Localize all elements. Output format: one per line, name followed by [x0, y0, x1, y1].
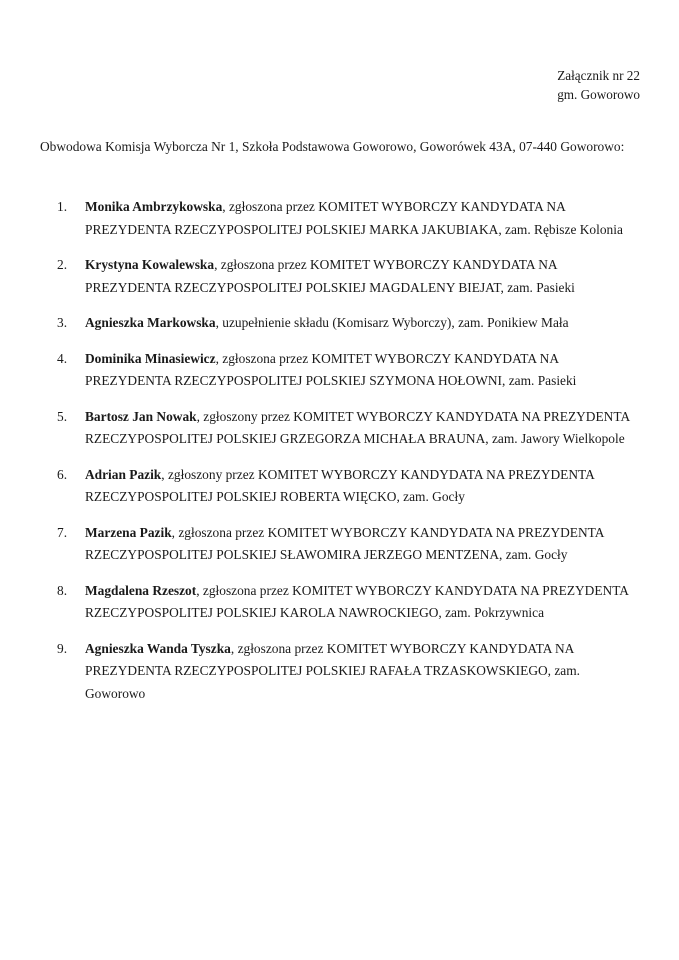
member-separator: , [161, 466, 168, 482]
header-municipality: gm. Goworowo [557, 87, 640, 102]
member-separator: , [222, 199, 229, 214]
member-address: , zam. Pokrzywnica [438, 605, 545, 620]
member-nomination-text: uzupełnienie składu (Komisarz Wyborczy) [222, 315, 452, 330]
member-nomination-text: zgłoszona przez [222, 350, 312, 366]
member-address: , zam. Ponikiew Mała [451, 315, 569, 330]
member-number: 8. [57, 582, 68, 598]
member-separator: , [215, 350, 223, 366]
member-address: , zam. Rębisze Kolonia [498, 221, 623, 237]
member-committee-name: KOMITET WYBORCZY KANDYDATA NA PREZYDENTA RZECZYPOSPOLITEJ POLSKIEJ KAROLA NAWROCKIEGO [85, 582, 629, 620]
member-committee-name: KOMITET WYBORCZY KANDYDATA NA PREZYDENTA RZECZYPOSPOLITEJ POLSKIEJ MARKA JAKUBIAKA [85, 199, 565, 237]
member-list-item [40, 638, 640, 706]
member-name: Agnieszka Markowska [85, 315, 216, 330]
commission-intro-paragraph: Obwodowa Komisja Wyborcza Nr 1, Szkoła Podstawowa Goworowo, Goworówek 43A, 07-440 Goworowo: [40, 139, 625, 155]
member-nomination-text: zgłoszony przez [203, 408, 294, 424]
member-number: 6. [57, 466, 68, 482]
member-list-item [40, 522, 640, 567]
member-committee-name: KOMITET WYBORCZY KANDYDATA NA PREZYDENTA RZECZYPOSPOLITEJ POLSKIEJ GRZEGORZA MICHAŁA BRAUNA [85, 408, 630, 446]
member-separator: , [171, 524, 179, 540]
member-list-item [40, 406, 640, 451]
member-list-item [40, 464, 640, 509]
document-header [0, 66, 640, 104]
member-list-item [40, 196, 640, 241]
member-number: 7. [57, 524, 68, 540]
member-committee-name: KOMITET WYBORCZY KANDYDATA NA PREZYDENTA RZECZYPOSPOLITEJ POLSKIEJ RAFAŁA TRZASKOWSKIEGO [85, 640, 574, 678]
member-separator: , [230, 640, 238, 656]
member-separator: , [215, 315, 223, 330]
member-nomination-text: zgłoszona przez [228, 199, 319, 214]
member-address: , zam. Goworowo [85, 663, 581, 701]
member-committee-name: KOMITET WYBORCZY KANDYDATA NA PREZYDENTA RZECZYPOSPOLITEJ POLSKIEJ SŁAWOMIRA JERZEGO MENTZENA [85, 524, 604, 562]
member-address: , zam. Gocły [499, 547, 568, 562]
member-number: 3. [57, 315, 68, 330]
member-list-item [40, 312, 640, 335]
member-committee-name: KOMITET WYBORCZY KANDYDATA NA PREZYDENTA RZECZYPOSPOLITEJ POLSKIEJ ROBERTA WIĘCKO [85, 466, 595, 504]
member-separator: , [196, 408, 204, 424]
member-separator: , [214, 257, 221, 272]
member-nomination-text: zgłoszony przez [167, 466, 258, 482]
member-list-item [40, 254, 640, 299]
member-number: 9. [57, 640, 68, 656]
member-name: Bartosz Jan Nowak [85, 408, 197, 424]
member-address: , zam. Jawory Wielkopole [485, 431, 625, 446]
member-committee-name: KOMITET WYBORCZY KANDYDATA NA PREZYDENTA RZECZYPOSPOLITEJ POLSKIEJ SZYMONA HOŁOWNI [85, 350, 559, 388]
member-name: Agnieszka Wanda Tyszka [85, 640, 231, 656]
member-address: , zam. Pasieki [502, 373, 577, 388]
header-attachment-number: Załącznik nr 22 [557, 68, 640, 83]
member-name: Adrian Pazik [85, 466, 162, 482]
member-number: 5. [57, 408, 68, 424]
member-name: Marzena Pazik [85, 524, 172, 540]
member-list-item [40, 580, 640, 625]
member-separator: , [196, 582, 203, 598]
member-nomination-text: zgłoszona przez [220, 257, 311, 272]
member-address: , zam. Pasieki [500, 279, 575, 295]
member-number: 4. [57, 350, 68, 366]
member-number: 1. [57, 199, 68, 214]
member-name: Magdalena Rzeszot [85, 582, 197, 598]
member-name: Dominika Minasiewicz [85, 350, 216, 366]
member-number: 2. [57, 257, 68, 272]
member-nomination-text: zgłoszona przez [178, 524, 268, 540]
member-name: Monika Ambrzykowska [85, 199, 223, 214]
member-address: , zam. Gocły [396, 489, 465, 504]
member-name: Krystyna Kowalewska [85, 257, 215, 272]
member-committee-name: KOMITET WYBORCZY KANDYDATA NA PREZYDENTA RZECZYPOSPOLITEJ POLSKIEJ MAGDALENY BIEJAT [85, 257, 557, 295]
commission-members-list [40, 196, 640, 705]
member-list-item [40, 348, 640, 393]
member-nomination-text: zgłoszona przez [237, 640, 327, 656]
member-nomination-text: zgłoszona przez [202, 582, 293, 598]
